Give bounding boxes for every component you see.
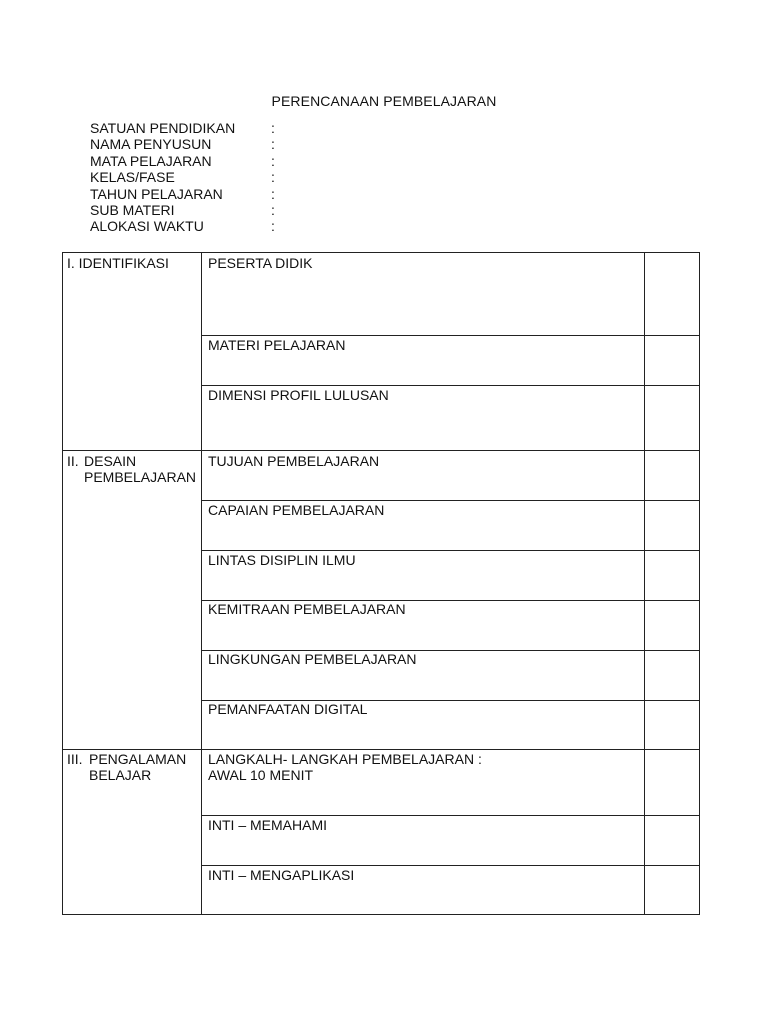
- row-tujuan-pembelajaran: TUJUAN PEMBELAJARAN: [208, 453, 380, 469]
- section-number: III.: [67, 751, 83, 767]
- row-pemanfaatan-digital: PEMANFAATAN DIGITAL: [208, 701, 368, 717]
- section-name-line1: DESAIN: [84, 453, 137, 469]
- section-desain-label: [67, 453, 196, 485]
- row-divider: [201, 815, 699, 816]
- section-divider: [63, 749, 699, 750]
- meta-label: MATA PELAJARAN: [90, 152, 212, 169]
- section-number: I.: [67, 255, 75, 271]
- meta-row-kelas-fase: [90, 169, 275, 185]
- row-kemitraan-pembelajaran: KEMITRAAN PEMBELAJARAN: [208, 601, 406, 617]
- section-divider: [63, 450, 699, 451]
- meta-label: SUB MATERI: [90, 201, 175, 218]
- meta-colon: :: [271, 218, 275, 235]
- meta-colon: :: [271, 201, 275, 218]
- section-pengalaman-label: [67, 751, 186, 783]
- meta-row-satuan-pendidikan: [90, 120, 275, 136]
- row-inti-memahami: INTI – MEMAHAMI: [208, 817, 328, 833]
- row-langkah-pembelajaran: [208, 751, 482, 783]
- section-name-line1: PENGALAMAN: [89, 751, 187, 767]
- row-peserta-didik: PESERTA DIDIK: [208, 255, 313, 271]
- meta-row-sub-materi: [90, 202, 275, 218]
- document-title: PERENCANAAN PEMBELAJARAN: [271, 93, 497, 109]
- identity-fields: [90, 120, 275, 235]
- meta-row-alokasi-waktu: [90, 218, 275, 234]
- row-divider: [201, 500, 699, 501]
- meta-label: KELAS/FASE: [90, 169, 175, 186]
- section-number: II.: [67, 453, 79, 469]
- section-name-line2: BELAJAR: [89, 767, 152, 783]
- meta-colon: :: [271, 169, 275, 186]
- meta-label: TAHUN PELAJARAN: [90, 185, 223, 202]
- meta-colon: :: [271, 152, 275, 169]
- row-inti-mengaplikasi: INTI – MENGAPLIKASI: [208, 867, 355, 883]
- meta-row-mata-pelajaran: [90, 153, 275, 169]
- row-lintas-disiplin-ilmu: LINTAS DISIPLIN ILMU: [208, 552, 356, 568]
- meta-colon: :: [271, 120, 275, 136]
- meta-row-nama-penyusun: [90, 136, 275, 152]
- section-name: IDENTIFIKASI: [78, 255, 169, 271]
- row-divider: [201, 550, 699, 551]
- meta-row-tahun-pelajaran: [90, 186, 275, 202]
- row-line1: LANGKALH- LANGKAH PEMBELAJARAN :: [208, 751, 482, 767]
- meta-label: ALOKASI WAKTU: [90, 218, 204, 235]
- row-divider: [201, 865, 699, 866]
- row-capaian-pembelajaran: CAPAIAN PEMBELAJARAN: [208, 502, 385, 518]
- row-dimensi-profil-lulusan: DIMENSI PROFIL LULUSAN: [208, 387, 389, 403]
- row-materi-pelajaran: MATERI PELAJARAN: [208, 337, 346, 353]
- row-divider: [201, 335, 699, 336]
- meta-colon: :: [271, 136, 275, 153]
- planning-table: [62, 252, 700, 915]
- row-divider: [201, 385, 699, 386]
- row-lingkungan-pembelajaran: LINGKUNGAN PEMBELAJARAN: [208, 651, 417, 667]
- row-line2: AWAL 10 MENIT: [208, 767, 314, 783]
- meta-label: NAMA PENYUSUN: [90, 136, 212, 153]
- meta-colon: :: [271, 185, 275, 202]
- section-identifikasi-label: [67, 255, 169, 271]
- meta-label: SATUAN PENDIDIKAN: [90, 120, 236, 136]
- section-name-line2: PEMBELAJARAN: [84, 469, 197, 485]
